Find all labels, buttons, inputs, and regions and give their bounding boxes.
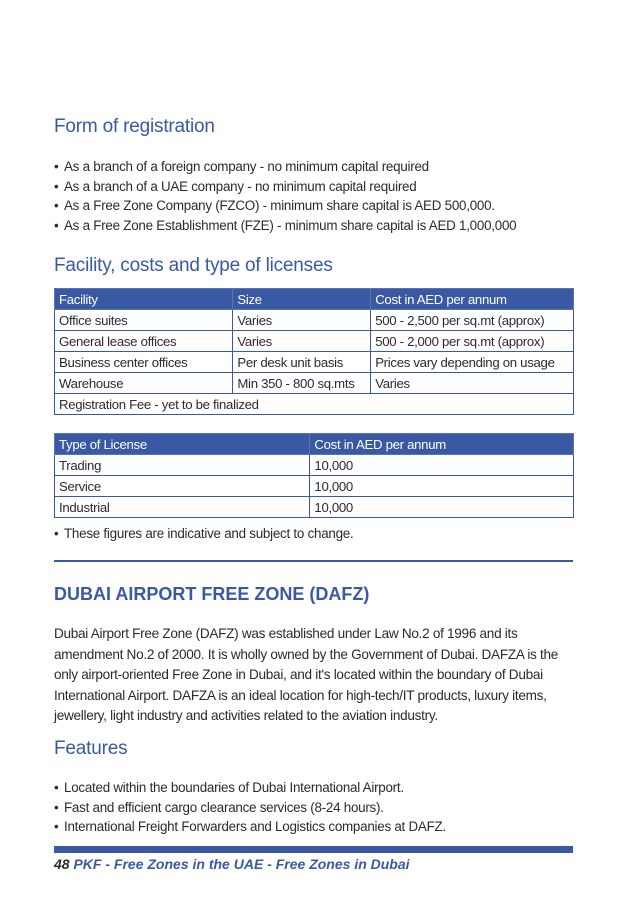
dafz-heading: DUBAI AIRPORT FREE ZONE (DAFZ) [54,584,370,604]
footer-bar [54,846,573,853]
registration-fee-cell: Registration Fee - yet to be finalized [55,394,574,415]
table-cell: 500 - 2,000 per sq.mt (approx) [371,331,574,352]
facility-table [54,288,574,415]
page-footer: 48 PKF - Free Zones in the UAE - Free Zones in Dubai [54,856,410,872]
section-divider [54,560,573,562]
features-list [54,778,446,837]
table-row [55,455,574,476]
table-cell: Trading [55,455,310,476]
facility-heading: Facility, costs and type of licenses [54,255,333,276]
column-header: Type of License [55,434,310,455]
list-item: • As a Free Zone Establishment (FZE) - minimum share capital is AED 1,000,000 [54,217,517,233]
column-header: Size [233,289,371,310]
table-row [55,373,574,394]
column-header: Cost in AED per annum [310,434,574,455]
list-item: • Fast and efficient cargo clearance services (8-24 hours). [54,799,384,815]
column-header: Facility [55,289,233,310]
registration-heading: Form of registration [54,116,215,137]
note-list [54,524,353,544]
license-table [54,433,574,518]
table-cell: 10,000 [310,455,574,476]
table-cell: Warehouse [55,373,233,394]
list-item: • As a branch of a foreign company - no minimum capital required [54,159,429,174]
table-row [55,310,574,331]
table-header-row [55,434,574,455]
table-row [55,497,574,518]
column-header: Cost in AED per annum [371,289,574,310]
table-cell: Office suites [55,310,233,331]
footer-subsection: Free Zones in Dubai [275,856,410,872]
table-cell: 10,000 [310,476,574,497]
footer-brand: PKF [73,856,102,872]
registration-list [54,157,516,235]
table-cell: Varies [233,331,371,352]
table-row [55,352,574,373]
table-cell: Industrial [55,497,310,518]
table-cell: Business center offices [55,352,233,373]
list-item: • As a Free Zone Company (FZCO) - minimum share capital is AED 500,000. [54,198,495,213]
features-heading: Features [54,738,128,759]
table-row [55,331,574,352]
table-cell: Varies [233,310,371,331]
table-cell: General lease offices [55,331,233,352]
table-header-row [55,289,574,310]
table-row [55,476,574,497]
table-cell: Per desk unit basis [233,352,371,373]
list-item: • International Freight Forwarders and Logistics companies at DAFZ. [54,819,446,834]
table-cell: 500 - 2,500 per sq.mt (approx) [371,310,574,331]
footer-section: Free Zones in the UAE [113,856,264,872]
table-row [55,394,574,415]
table-cell: Varies [371,373,574,394]
list-item: • As a branch of a UAE company - no minimum capital required [54,178,417,194]
table-cell: 10,000 [310,497,574,518]
list-item: • These figures are indicative and subject to change. [54,526,354,541]
table-cell: Service [55,476,310,497]
dafz-paragraph: Dubai Airport Free Zone (DAFZ) was established under Law No.2 of 1996 and its amendment No.2 of 2000. It is wholly owned by the Government of Dubai. DAFZA is the only airport-oriented Free Zone in Dubai, and it's located within the boundary of Dubai International Airport. DAFZA is an ideal location for high-tech/IT products, luxury items, jewellery, light industry and activities related to the aviation industry. [54,626,559,723]
table-cell: Prices vary depending on usage [371,352,574,373]
table-cell: Min 350 - 800 sq.mts [233,373,371,394]
page-number: 48 [54,856,70,872]
list-item: • Located within the boundaries of Dubai International Airport. [54,780,404,795]
